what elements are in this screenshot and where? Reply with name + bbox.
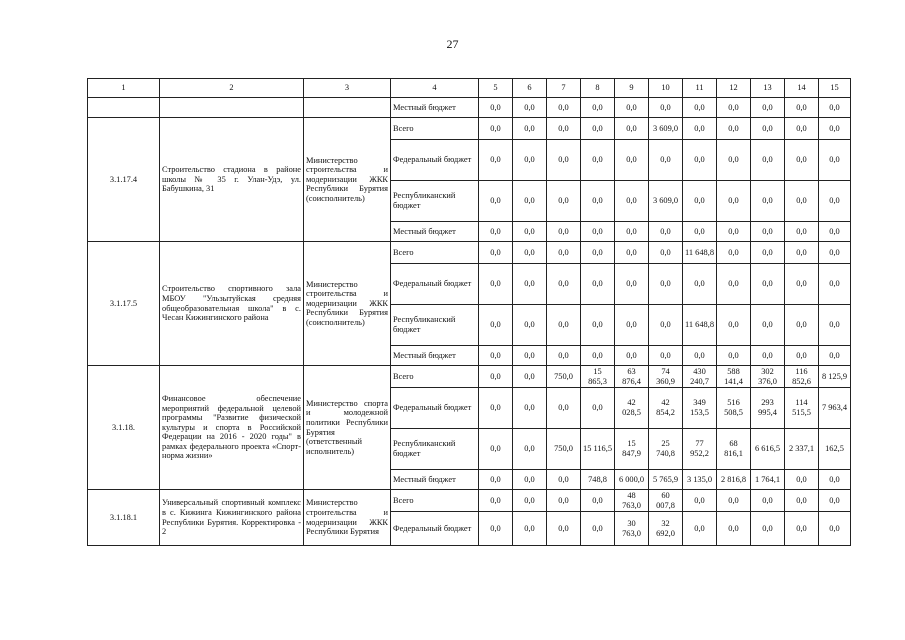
amount-cell: 0,0 bbox=[751, 181, 785, 222]
amount-cell: 0,0 bbox=[547, 490, 581, 512]
amount-cell: 48 763,0 bbox=[615, 490, 649, 512]
amount-cell: 0,0 bbox=[547, 181, 581, 222]
amount-cell: 2 816,8 bbox=[717, 470, 751, 490]
funding-source: Местный бюджет bbox=[391, 470, 479, 490]
funding-source: Республиканский бюджет bbox=[391, 181, 479, 222]
amount-cell: 0,0 bbox=[683, 264, 717, 305]
amount-cell: 0,0 bbox=[785, 181, 819, 222]
amount-cell: 0,0 bbox=[547, 140, 581, 181]
amount-cell: 11 648,8 bbox=[683, 242, 717, 264]
measure-executor bbox=[304, 98, 391, 118]
amount-cell: 0,0 bbox=[615, 98, 649, 118]
header-cell: 1 bbox=[88, 79, 160, 98]
table-row bbox=[88, 490, 851, 512]
amount-cell: 0,0 bbox=[513, 118, 547, 140]
measure-executor: Министерство строительства и модернизации ЖКК Республики Бурятия (соисполнитель) bbox=[304, 242, 391, 366]
amount-cell: 0,0 bbox=[785, 222, 819, 242]
amount-cell: 0,0 bbox=[615, 305, 649, 346]
amount-cell: 0,0 bbox=[683, 181, 717, 222]
amount-cell: 15 116,5 bbox=[581, 429, 615, 470]
amount-cell: 0,0 bbox=[581, 346, 615, 366]
funding-source: Федеральный бюджет bbox=[391, 264, 479, 305]
funding-source: Местный бюджет bbox=[391, 346, 479, 366]
amount-cell: 349 153,5 bbox=[683, 388, 717, 429]
amount-cell: 1 764,1 bbox=[751, 470, 785, 490]
amount-cell: 588 141,4 bbox=[717, 366, 751, 388]
amount-cell: 0,0 bbox=[785, 242, 819, 264]
amount-cell: 0,0 bbox=[479, 366, 513, 388]
amount-cell: 0,0 bbox=[581, 264, 615, 305]
amount-cell: 0,0 bbox=[683, 490, 717, 512]
amount-cell: 0,0 bbox=[649, 222, 683, 242]
funding-source: Республиканский бюджет bbox=[391, 429, 479, 470]
amount-cell: 0,0 bbox=[547, 242, 581, 264]
amount-cell: 0,0 bbox=[479, 264, 513, 305]
amount-cell: 0,0 bbox=[479, 490, 513, 512]
amount-cell: 0,0 bbox=[581, 242, 615, 264]
amount-cell: 0,0 bbox=[615, 264, 649, 305]
funding-source: Федеральный бюджет bbox=[391, 512, 479, 546]
amount-cell: 0,0 bbox=[819, 305, 851, 346]
amount-cell: 0,0 bbox=[785, 118, 819, 140]
amount-cell: 0,0 bbox=[513, 346, 547, 366]
header-cell: 4 bbox=[391, 79, 479, 98]
amount-cell: 0,0 bbox=[615, 222, 649, 242]
amount-cell: 0,0 bbox=[785, 98, 819, 118]
measure-code: 3.1.17.5 bbox=[88, 242, 160, 366]
amount-cell: 2 337,1 bbox=[785, 429, 819, 470]
amount-cell: 0,0 bbox=[819, 140, 851, 181]
amount-cell: 0,0 bbox=[581, 490, 615, 512]
amount-cell: 0,0 bbox=[479, 98, 513, 118]
amount-cell: 0,0 bbox=[615, 118, 649, 140]
amount-cell: 77 952,2 bbox=[683, 429, 717, 470]
funding-source: Федеральный бюджет bbox=[391, 140, 479, 181]
amount-cell: 0,0 bbox=[683, 140, 717, 181]
amount-cell: 0,0 bbox=[717, 346, 751, 366]
table-row bbox=[88, 118, 851, 140]
amount-cell: 0,0 bbox=[581, 305, 615, 346]
header-cell: 10 bbox=[649, 79, 683, 98]
amount-cell: 302 376,0 bbox=[751, 366, 785, 388]
amount-cell: 8 125,9 bbox=[819, 366, 851, 388]
amount-cell: 0,0 bbox=[581, 140, 615, 181]
amount-cell: 0,0 bbox=[683, 98, 717, 118]
amount-cell: 0,0 bbox=[751, 490, 785, 512]
amount-cell: 0,0 bbox=[513, 140, 547, 181]
amount-cell: 0,0 bbox=[513, 366, 547, 388]
header-cell: 13 bbox=[751, 79, 785, 98]
amount-cell: 0,0 bbox=[513, 242, 547, 264]
header-cell: 15 bbox=[819, 79, 851, 98]
amount-cell: 7 963,4 bbox=[819, 388, 851, 429]
amount-cell: 0,0 bbox=[785, 512, 819, 546]
amount-cell: 0,0 bbox=[819, 490, 851, 512]
amount-cell: 0,0 bbox=[513, 388, 547, 429]
amount-cell: 0,0 bbox=[479, 470, 513, 490]
amount-cell: 68 816,1 bbox=[717, 429, 751, 470]
amount-cell: 0,0 bbox=[785, 490, 819, 512]
amount-cell: 0,0 bbox=[785, 346, 819, 366]
funding-source: Федеральный бюджет bbox=[391, 388, 479, 429]
amount-cell: 0,0 bbox=[751, 305, 785, 346]
measure-executor: Министерство спорта и молодежной политики Республики Бурятия (ответственный исполнитель) bbox=[304, 366, 391, 490]
amount-cell: 0,0 bbox=[513, 429, 547, 470]
amount-cell: 25 740,8 bbox=[649, 429, 683, 470]
header-cell: 5 bbox=[479, 79, 513, 98]
amount-cell: 0,0 bbox=[479, 388, 513, 429]
amount-cell: 0,0 bbox=[513, 222, 547, 242]
measure-executor: Министерство строительства и модернизации ЖКК Республики Бурятия (соисполнитель) bbox=[304, 118, 391, 242]
amount-cell: 60 007,8 bbox=[649, 490, 683, 512]
amount-cell: 0,0 bbox=[819, 470, 851, 490]
amount-cell: 750,0 bbox=[547, 366, 581, 388]
table-row bbox=[88, 98, 851, 118]
amount-cell: 0,0 bbox=[717, 305, 751, 346]
amount-cell: 0,0 bbox=[649, 305, 683, 346]
amount-cell: 0,0 bbox=[547, 222, 581, 242]
amount-cell: 0,0 bbox=[819, 98, 851, 118]
amount-cell: 0,0 bbox=[479, 305, 513, 346]
amount-cell: 114 515,5 bbox=[785, 388, 819, 429]
header-cell: 3 bbox=[304, 79, 391, 98]
amount-cell: 0,0 bbox=[751, 118, 785, 140]
amount-cell: 293 995,4 bbox=[751, 388, 785, 429]
amount-cell: 0,0 bbox=[649, 264, 683, 305]
amount-cell: 0,0 bbox=[615, 346, 649, 366]
funding-source: Всего bbox=[391, 242, 479, 264]
amount-cell: 0,0 bbox=[547, 388, 581, 429]
amount-cell: 0,0 bbox=[819, 118, 851, 140]
header-row bbox=[88, 79, 851, 98]
amount-cell: 6 616,5 bbox=[751, 429, 785, 470]
amount-cell: 0,0 bbox=[547, 346, 581, 366]
amount-cell: 0,0 bbox=[547, 470, 581, 490]
amount-cell: 0,0 bbox=[751, 264, 785, 305]
measure-code: 3.1.18. bbox=[88, 366, 160, 490]
amount-cell: 0,0 bbox=[547, 264, 581, 305]
funding-source: Всего bbox=[391, 490, 479, 512]
amount-cell: 0,0 bbox=[751, 98, 785, 118]
amount-cell: 74 360,9 bbox=[649, 366, 683, 388]
funding-source: Республиканский бюджет bbox=[391, 305, 479, 346]
amount-cell: 0,0 bbox=[513, 305, 547, 346]
amount-cell: 3 609,0 bbox=[649, 118, 683, 140]
amount-cell: 0,0 bbox=[717, 490, 751, 512]
funding-source: Всего bbox=[391, 366, 479, 388]
table-row bbox=[88, 366, 851, 388]
amount-cell: 0,0 bbox=[751, 512, 785, 546]
header-cell: 11 bbox=[683, 79, 717, 98]
amount-cell: 0,0 bbox=[513, 490, 547, 512]
header-cell: 8 bbox=[581, 79, 615, 98]
amount-cell: 0,0 bbox=[581, 512, 615, 546]
amount-cell: 0,0 bbox=[547, 118, 581, 140]
header-cell: 7 bbox=[547, 79, 581, 98]
measure-code: 3.1.17.4 bbox=[88, 118, 160, 242]
measure-name: Строительство стадиона в районе школы № 35 г. Улан-Удэ, ул. Бабушкина, 31 bbox=[160, 118, 304, 242]
amount-cell: 0,0 bbox=[717, 264, 751, 305]
amount-cell: 11 648,8 bbox=[683, 305, 717, 346]
amount-cell: 0,0 bbox=[785, 305, 819, 346]
amount-cell: 0,0 bbox=[547, 98, 581, 118]
measure-executor: Министерство строительства и модернизации ЖКК Республики Бурятия bbox=[304, 490, 391, 546]
amount-cell: 0,0 bbox=[751, 242, 785, 264]
funding-source: Местный бюджет bbox=[391, 222, 479, 242]
amount-cell: 0,0 bbox=[513, 264, 547, 305]
amount-cell: 15 847,9 bbox=[615, 429, 649, 470]
amount-cell: 0,0 bbox=[819, 264, 851, 305]
amount-cell: 0,0 bbox=[819, 346, 851, 366]
page-number: 27 bbox=[446, 37, 459, 51]
amount-cell: 0,0 bbox=[649, 242, 683, 264]
table-row bbox=[88, 242, 851, 264]
amount-cell: 0,0 bbox=[717, 242, 751, 264]
amount-cell: 5 765,9 bbox=[649, 470, 683, 490]
header-cell: 14 bbox=[785, 79, 819, 98]
header-cell: 9 bbox=[615, 79, 649, 98]
amount-cell: 0,0 bbox=[479, 512, 513, 546]
amount-cell: 0,0 bbox=[717, 512, 751, 546]
amount-cell: 0,0 bbox=[785, 264, 819, 305]
amount-cell: 0,0 bbox=[649, 346, 683, 366]
measure-name: Финансовое обеспечение мероприятий федеральной целевой программы "Развитие физической культуры и спорта в Российской Федерации на 2016 - 2020 годы" в рамках федерального проекта «Спорт-норма жизни» bbox=[160, 366, 304, 490]
amount-cell: 63 876,4 bbox=[615, 366, 649, 388]
funding-source: Всего bbox=[391, 118, 479, 140]
amount-cell: 0,0 bbox=[513, 98, 547, 118]
amount-cell: 0,0 bbox=[479, 140, 513, 181]
amount-cell: 15 865,3 bbox=[581, 366, 615, 388]
amount-cell: 0,0 bbox=[479, 242, 513, 264]
amount-cell: 6 000,0 bbox=[615, 470, 649, 490]
amount-cell: 0,0 bbox=[513, 512, 547, 546]
amount-cell: 0,0 bbox=[785, 470, 819, 490]
amount-cell: 0,0 bbox=[683, 512, 717, 546]
amount-cell: 3 609,0 bbox=[649, 181, 683, 222]
amount-cell: 748,8 bbox=[581, 470, 615, 490]
amount-cell: 430 240,7 bbox=[683, 366, 717, 388]
header-cell: 6 bbox=[513, 79, 547, 98]
amount-cell: 0,0 bbox=[683, 118, 717, 140]
header-cell: 2 bbox=[160, 79, 304, 98]
amount-cell: 0,0 bbox=[751, 222, 785, 242]
amount-cell: 0,0 bbox=[581, 98, 615, 118]
measure-name: Универсальный спортивный комплекс в с. Кижинга Кижингинского района Республики Бурятия. Корректировка - 2 bbox=[160, 490, 304, 546]
amount-cell: 0,0 bbox=[581, 118, 615, 140]
header-cell: 12 bbox=[717, 79, 751, 98]
amount-cell: 0,0 bbox=[717, 98, 751, 118]
amount-cell: 42 028,5 bbox=[615, 388, 649, 429]
amount-cell: 0,0 bbox=[717, 118, 751, 140]
amount-cell: 0,0 bbox=[683, 346, 717, 366]
amount-cell: 32 692,0 bbox=[649, 512, 683, 546]
amount-cell: 0,0 bbox=[819, 222, 851, 242]
amount-cell: 0,0 bbox=[581, 222, 615, 242]
amount-cell: 30 763,0 bbox=[615, 512, 649, 546]
amount-cell: 0,0 bbox=[479, 222, 513, 242]
measure-code: 3.1.18.1 bbox=[88, 490, 160, 546]
amount-cell: 116 852,6 bbox=[785, 366, 819, 388]
amount-cell: 0,0 bbox=[819, 181, 851, 222]
amount-cell: 0,0 bbox=[751, 140, 785, 181]
amount-cell: 0,0 bbox=[513, 470, 547, 490]
amount-cell: 750,0 bbox=[547, 429, 581, 470]
amount-cell: 0,0 bbox=[615, 140, 649, 181]
amount-cell: 0,0 bbox=[785, 140, 819, 181]
amount-cell: 0,0 bbox=[615, 181, 649, 222]
amount-cell: 0,0 bbox=[751, 346, 785, 366]
amount-cell: 0,0 bbox=[581, 181, 615, 222]
amount-cell: 0,0 bbox=[717, 140, 751, 181]
amount-cell: 0,0 bbox=[547, 305, 581, 346]
measure-code bbox=[88, 98, 160, 118]
amount-cell: 0,0 bbox=[649, 140, 683, 181]
amount-cell: 0,0 bbox=[649, 98, 683, 118]
amount-cell: 0,0 bbox=[615, 242, 649, 264]
amount-cell: 42 854,2 bbox=[649, 388, 683, 429]
amount-cell: 0,0 bbox=[819, 242, 851, 264]
amount-cell: 0,0 bbox=[819, 512, 851, 546]
amount-cell: 3 135,0 bbox=[683, 470, 717, 490]
amount-cell: 0,0 bbox=[479, 346, 513, 366]
funding-source: Местный бюджет bbox=[391, 98, 479, 118]
measure-name: Строительство спортивного зала МБОУ "Ульзытуйская средняя общеобразовательная школа" в с. Чесан Кижингинского района bbox=[160, 242, 304, 366]
amount-cell: 0,0 bbox=[547, 512, 581, 546]
amount-cell: 0,0 bbox=[717, 222, 751, 242]
program-funding-table bbox=[87, 78, 851, 546]
amount-cell: 0,0 bbox=[479, 429, 513, 470]
amount-cell: 0,0 bbox=[683, 222, 717, 242]
amount-cell: 0,0 bbox=[479, 118, 513, 140]
amount-cell: 0,0 bbox=[717, 181, 751, 222]
amount-cell: 516 508,5 bbox=[717, 388, 751, 429]
amount-cell: 0,0 bbox=[581, 388, 615, 429]
amount-cell: 0,0 bbox=[513, 181, 547, 222]
measure-name bbox=[160, 98, 304, 118]
amount-cell: 162,5 bbox=[819, 429, 851, 470]
amount-cell: 0,0 bbox=[479, 181, 513, 222]
